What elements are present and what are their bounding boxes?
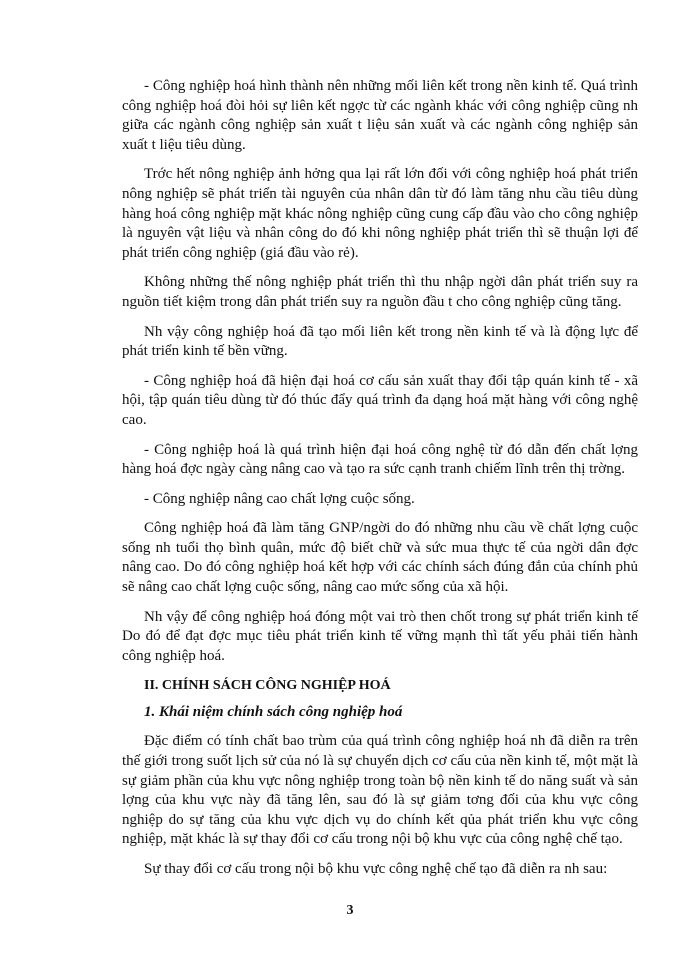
paragraph: - Công nghiệp hoá là quá trình hiện đại hoá công nghệ từ đó dẫn đến chất lợng hàng hoá đợc ngày càng nâng cao và tạo ra sức cạnh tranh chiếm lĩnh trên thị trờng.	[122, 441, 638, 478]
subsection-heading: 1. Khái niệm chính sách công nghiệp hoá	[144, 704, 403, 721]
paragraph: - Công nghiệp hoá hình thành nên những mối liên kết trong nền kinh tế. Quá trình công nghiệp hoá đòi hỏi sự liên kết ngợc từ các ngành khác với công nghiệp cũng nh giữa các ngành công nghiệp sản xuất t liệu sản xuất và các ngành công nghiệp sản xuất t liệu tiêu dùng.	[122, 78, 638, 153]
paragraph: Công nghiệp hoá đã làm tăng GNP/ngời do đó những nhu cầu về chất lợng cuộc sống nh tuổi thọ bình quân, mức độ biết chữ và sức mua thực tế của ngời dân đợc nâng cao. Do đó công nghiệp hoá kết hợp với các chính sách đúng đắn của chính phủ sẽ nâng cao chất lợng cuộc sống, nâng cao mức sống của xã hội.	[122, 520, 638, 596]
paragraph: Sự thay đổi cơ cấu trong nội bộ khu vực công nghệ chế tạo đã diễn ra nh sau:	[144, 861, 608, 877]
document-body	[122, 77, 638, 890]
paragraph: Đặc điểm có tính chất bao trùm của quá trình công nghiệp hoá nh đã diễn ra trên thế giới trong suốt lịch sử của nó là sự chuyển dịch cơ cấu của nền kinh tế, một mặt là sự giảm phần của khu vực nông nghiệp trong toàn bộ nền kinh tế do năng suất và sản lợng của khu vực này đã tăng lên, sau đó là sự giảm tơng đối của khu vực công nghiệp do sự tăng của khu vực dịch vụ do chính kết qủa phát triển khu vực công nghiệp, mặt khác là sự thay đổi cơ cấu trong nội bộ khu vực của công nghệ chế tạo.	[122, 733, 638, 848]
paragraph: Không những thế nông nghiệp phát triển thì thu nhập ngời dân phát triển suy ra nguồn tiết kiệm trong dân phát triển suy ra nguồn đầu t cho công nghiệp cũng tăng.	[122, 274, 638, 310]
paragraph: Nh vậy công nghiệp hoá đã tạo mối liên kết trong nền kinh tế và là động lực để phát triển kinh tế bền vững.	[122, 323, 638, 360]
paragraph: - Công nghiệp nâng cao chất lợng cuộc sống.	[144, 490, 415, 507]
paragraph: Nh vậy để công nghiệp hoá đóng một vai trò then chốt trong sự phát triển kinh tế Do đó để đạt đợc mục tiêu phát triển kinh tế vững mạnh thì tất yếu phải tiến hành công nghiệp hoá.	[122, 608, 638, 664]
paragraph: Trớc hết nông nghiệp ảnh hởng qua lại rất lớn đối với công nghiệp hoá phát triển nông nghiệp sẽ phát triển tài nguyên của nhân dân từ đó làm tăng nhu cầu tiêu dùng hàng hoá công nghiệp mặt khác nông nghiệp cũng cung cấp đầu vào cho công nghiệp là nguyên vật liệu và nhân công do đó khi nông nghiệp phát triển thì sẽ thuận lợi để phát triển công nghiệp (giá đầu vào rẻ).	[122, 166, 638, 261]
paragraph: - Công nghiệp hoá đã hiện đại hoá cơ cấu sản xuất thay đổi tập quán kinh tế - xã hội, tập quán tiêu dùng từ đó thúc đẩy quá trình đa dạng hoá mặt hàng với công nghệ cao.	[122, 372, 638, 428]
page-number: 3	[346, 903, 354, 918]
section-heading: II. CHÍNH SÁCH CÔNG NGHIỆP HOÁ	[144, 678, 391, 694]
